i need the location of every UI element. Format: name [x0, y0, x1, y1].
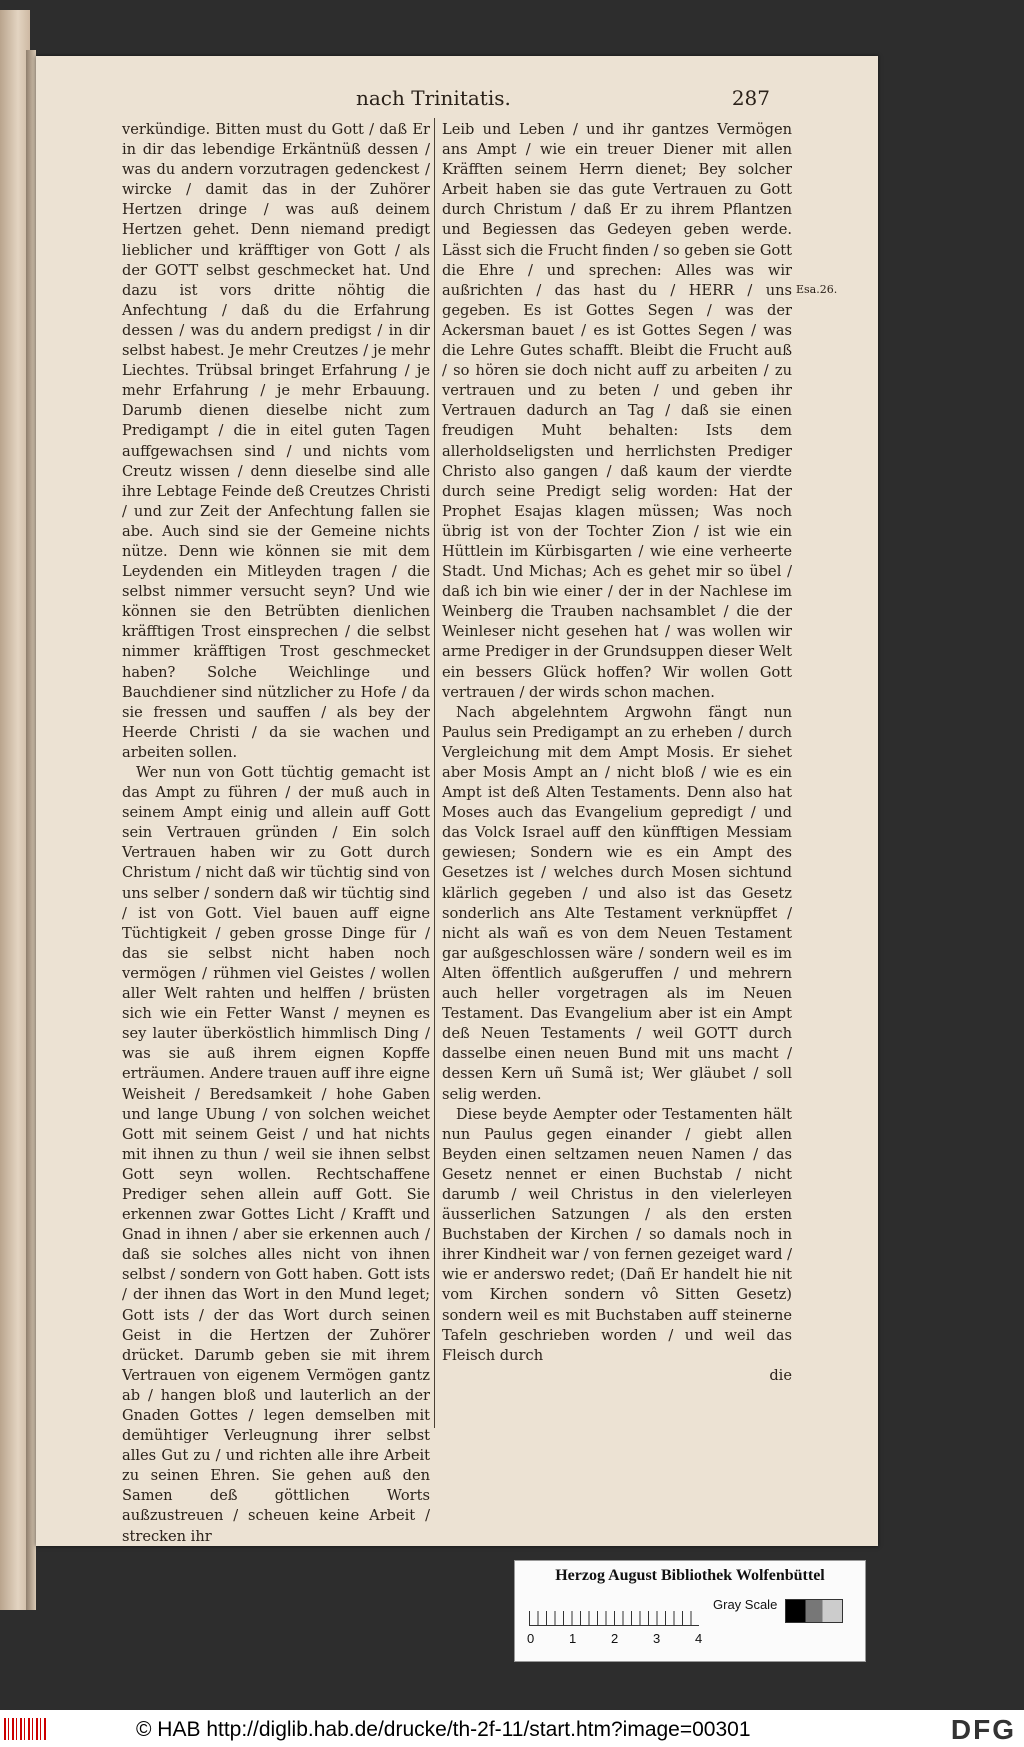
paragraph: Leib und Leben / und ihr gantzes Vermögen ans Ampt / wie ein treuer Diener mit allen Kräfften seinem Herrn dienet; Bey solcher Arbeit haben sie das gute Vertrauen zu Gott durch Christum / daß Er zu ihrem Pflantzen und Begiessen das Gedeyen geben werde. Lässt sich die Frucht finden / so geben sie Gott die Ehre / und sprechen: Alles was wir außrichten / das hast du / HERR / uns gegeben. Es ist Gottes Segen / was der Ackersman bauet / es ist Gottes Segen / was die Lehre Gutes schafft. Bleibt die Frucht auß / so hören sie doch nicht auff zu arbeiten / zu vertrauen und zu beten / und geben ihr Vertrauen dadurch an Tag / daß sie einen freudigen Muht behalten: Ists dem allerholdseligsten und herrlichsten Prediger Christo also gangen / daß kaum der vierdte durch seine Predigt selig worden: Hat der Prophet Esajas klagen müssen; Was noch übrig ist von der Tochter Zion / ist wie ein Hüttlein im Kürbisgarten / wie eine verheerte Stadt. Und Michas; Ach es gehet mir so übel / daß ich bin wie einer / der in der Nachlese im Weinberg die Trauben nachsamblet / die der Weinleser nicht gesehen hat / was wollen wir arme Prediger in der Grundsuppen dieser Welt ein bessers Glück hoffen? Wir wollen Gott vertrauen / der wirds schon machen.: [442, 121, 792, 701]
paragraph: Diese beyde Aempter oder Testamenten hält nun Paulus gegen einander / giebt allen Beyden einen seltzamen neuen Namen / das Gesetz nennet er einen Buchstab / nicht darumb / weil Christus in den vielerleyen äusserlichen Satzungen / als den ersten Buchstaben der Kirchen / so damals noch in ihrer Kindheit war / von fernen gezeiget ward / wie er anderswo redet; (Dañ Er handelt hie nit vom Kirchen sondern vô Sitten Gesetz) sondern weil es mit Buchstaben auff steinerne Tafeln geschrieben worden / und weil das Fleisch durch: [442, 1105, 792, 1364]
ruler-number: 0: [527, 1631, 535, 1646]
running-head: nach Trinitatis.: [356, 86, 511, 110]
barcode-icon: [4, 1718, 48, 1740]
right-text-column: [442, 120, 792, 1386]
dfg-logo: DFG: [950, 1714, 1016, 1745]
ruler-number: 1: [569, 1631, 577, 1646]
paragraph: Wer nun von Gott tüchtig gemacht ist das Ampt zu führen / der muß auch in seinem Ampt einig und allein auff Gott sein Vertrauen gründen / Ein solch Vertrauen haben wir zu Gott durch Christum / nicht daß wir tüchtig sind von uns selber / sondern daß wir tüchtig sind / ist von Gott. Viel bauen auff eigne Tüchtigkeit / geben grosse Dinge für / das sie selbst nicht haben noch vermögen / rühmen viel Geistes / wollen aller Welt rahten und helffen / brüsten sich wie ein Fetter Wanst / meynen es sey lauter überköstlich himmlisch Ding / was sie auß ihrem eignen Kopffe erträumen. Andere trauen auff ihre eigne Weisheit / Beredsamkeit / hohe Gaben und lange Ubung / von solchen weichet Gott mit seinem Geist / und hat nichts mit ihnen zu thun / weil sie ihnen selbst Gott seyn wollen. Rechtschaffene Prediger sehen allein auff Gott. Sie erkennen zwar Gottes Licht / Krafft und Gnad in ihnen / aber sie erkennen auch / daß sie solches alles nicht von ihnen selbst / sondern von Gott haben. Gott ists / der ihnen das Wort in den Mund leget; Gott ists / der das Wort durch seinen Geist in die Hertzen der Zuhörer drücket. Darumb geben sie mit ihrem Vertrauen von eigenem Vermögen gantz ab / hangen bloß und lauterlich an der Gnaden Gottes / legen demselben mit demühtiger Verleugnung ihrer selbst alles Gut zu / und richten alle ihre Arbeit zu seinen Ehren. Sie gehen auß den Samen deß göttlichen Worts außzustreuen / scheuen keine Arbeit / strecken ihr: [122, 764, 430, 1545]
ruler-number: 2: [611, 1631, 619, 1646]
page-header: [36, 86, 878, 114]
page-number: 287: [731, 86, 770, 110]
grayscale-label: Gray Scale: [713, 1597, 778, 1612]
ruler-number: 4: [695, 1631, 703, 1646]
source-url-credit[interactable]: © HAB http://diglib.hab.de/drucke/th-2f-11/start.htm?image=00301: [136, 1718, 751, 1741]
footer-bar: [0, 1710, 1024, 1747]
library-name: Herzog August Bibliothek Wolfenbüttel: [555, 1567, 825, 1584]
page-gutter-shadow: [26, 50, 36, 1610]
color-calibration-bar: [514, 1560, 866, 1662]
paragraph: verkündige. Bitten must du Gott / daß Er in dir das lebendige Erkäntnüß dessen / was du andern vorzutragen gedenckest / wircke / damit das in der Zuhörer Hertzen dringe / was auß deinem Hertzen gehet. Denn niemand predigt lieblicher und kräfftiger von Gott / als der GOTT selbst geschmecket hat. Und dazu ist vors dritte nöhtig die Anfechtung / daß du die Erfahrung dessen / was du andern predigst / in dir selbst habest. Je mehr Creutzes / je mehr Liechtes. Trübsal bringet Erfahrung / je mehr Erfahrung / je mehr Erbauung. Darumb dienen dieselbe nicht zum Predigampt / die in eitel guten Tagen auffgewachsen sind / und nichts vom Creutz wissen / denn dieselbe sind alle ihre Lebtage Feinde deß Creutzes Christi / und zur Zeit der Anfechtung fallen sie abe. Auch sind sie der Gemeine nichts nütze. Denn wie können sie mit dem Leydenden ein Mitleyden tragen / die selbst nimmer versucht seyn? Und wie können sie den Betrübten dienlichen kräfftigen Trost einsprechen / die selbst nimmer kräfftigen Trost geschmecket haben? Solche Weichlinge und Bauchdiener sind nützlicher zu Hofe / da sie fressen und sauffen / als bey der Heerde Christi / da sie wachen und arbeiten sollen.: [122, 121, 430, 761]
paragraph: Nach abgelehntem Argwohn fängt nun Paulus sein Predigampt an zu erheben / durch Vergleichung mit dem Ampt Mosis. Er siehet aber Mosis Ampt an / nicht bloß / wie es ein Ampt ist deß Alten Testaments. Denn also hat Moses auch das Evangelium gepredigt / und das Volck Israel auff den künfftigen Messiam gewiesen; Sondern wie es ein Ampt des Gesetzes ist / welches durch Mosen sichtund klärlich gegeben / und also ist das Gesetz sonderlich ans Alte Testament verknüpffet / nicht als wañ es von dem Neuen Testament gar außgeschlossen wäre / sondern weil es im Alten öffentlich außgeruffen / und mehrern auch heller vorgetragen als im Neuen Testament. Das Evangelium aber ist ein Ampt deß Neuen Testaments / weil GOTT durch dasselbe einen neuen Bund mit uns macht / dessen Kern uñ Sumã ist; Wer gläubet / soll selig werden.: [442, 703, 792, 1103]
left-text-column: [122, 120, 430, 1547]
book-page: [36, 56, 878, 1546]
marginal-note: Esa.26.: [796, 283, 838, 296]
ruler-number: 3: [653, 1631, 661, 1646]
catchword: die: [769, 1366, 792, 1384]
grayscale-patches: [785, 1599, 843, 1623]
column-divider: [434, 118, 435, 1428]
scale-ruler: [529, 1599, 699, 1626]
